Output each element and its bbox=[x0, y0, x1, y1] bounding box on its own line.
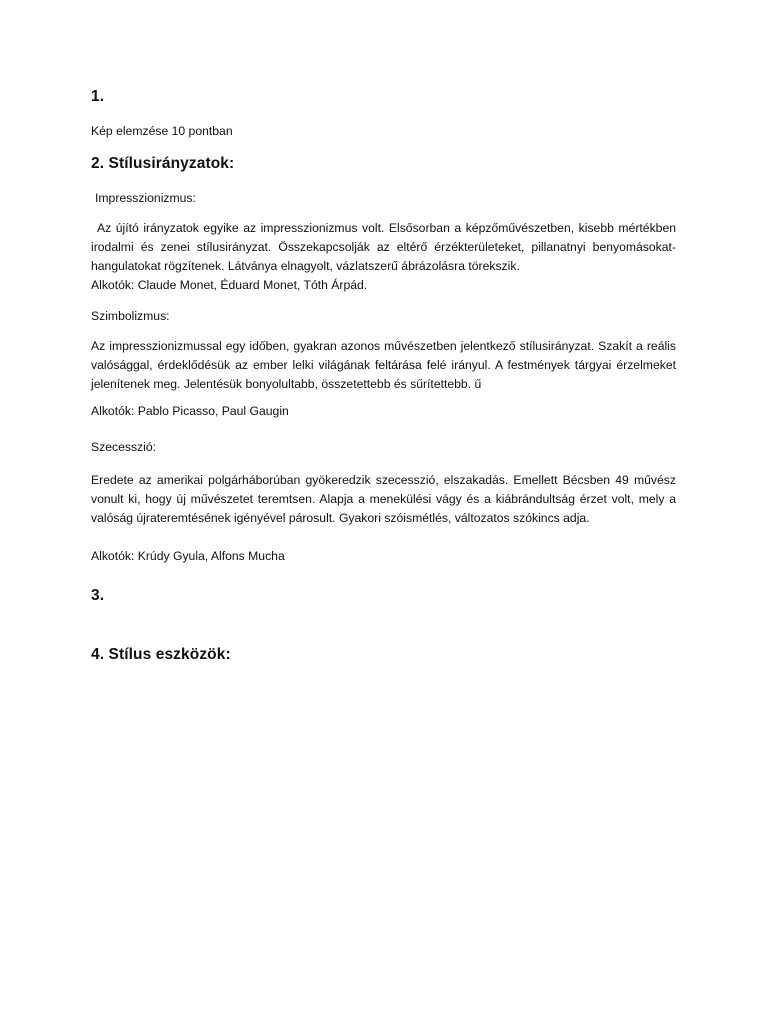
szecesszio-label: Szecesszió: bbox=[91, 440, 157, 454]
szimbolizmus-authors: Alkotók: Pablo Picasso, Paul Gaugin bbox=[91, 404, 289, 418]
szecesszio-authors: Alkotók: Krúdy Gyula, Alfons Mucha bbox=[91, 549, 285, 563]
szimbolizmus-label: Szimbolizmus: bbox=[91, 309, 170, 323]
section-1-text: Kép elemzése 10 pontban bbox=[91, 124, 233, 138]
section-2-heading: 2. Stílusirányzatok: bbox=[91, 155, 235, 172]
impresszionizmus-authors: Alkotók: Claude Monet, Éduard Monet, Tóth Árpád. bbox=[91, 278, 368, 292]
impresszionizmus-label: Impresszionizmus: bbox=[95, 191, 196, 205]
impresszionizmus-paragraph: Az újító irányzatok egyike az impresszionizmus volt. Elsősorban a képzőművészetben, kisebb mértékben irodalmi és zenei stílusirányzat. Összekapcsolják az eltérő érzékterületeket, pillanatnyi benyomásokat-hangulatokat rögzítenek. Látványa elnagyolt, vázlatszerű ábrázolásra törekszik. bbox=[91, 221, 676, 273]
section-1-heading: 1. bbox=[91, 88, 105, 105]
section-4-heading: 4. Stílus eszközök: bbox=[91, 646, 231, 663]
szecesszio-paragraph: Eredete az amerikai polgárháborúban gyökeredzik szecesszió, elszakadás. Emellett Bécsben 49 művész vonult ki, hogy új művészetet teremtsen. Alapja a menekülési vágy és a kiábrándultság érzet volt, mely a valóság újrateremtésének igényével párosult. Gyakori szóismétlés, változatos szókincs adja. bbox=[91, 473, 676, 525]
section-3-heading: 3. bbox=[91, 587, 105, 604]
szimbolizmus-paragraph: Az impresszionizmussal egy időben, gyakran azonos művészetben jelentkező stílusirányzat. Szakít a reális valósággal, érdeklődésük az ember lelki világának feltárása felé irányul. A festmények tárgyai érzelmeket jelenítenek meg. Jelentésük bonyolultabb, összetettebb és sűrítettebb. ű bbox=[91, 339, 676, 391]
